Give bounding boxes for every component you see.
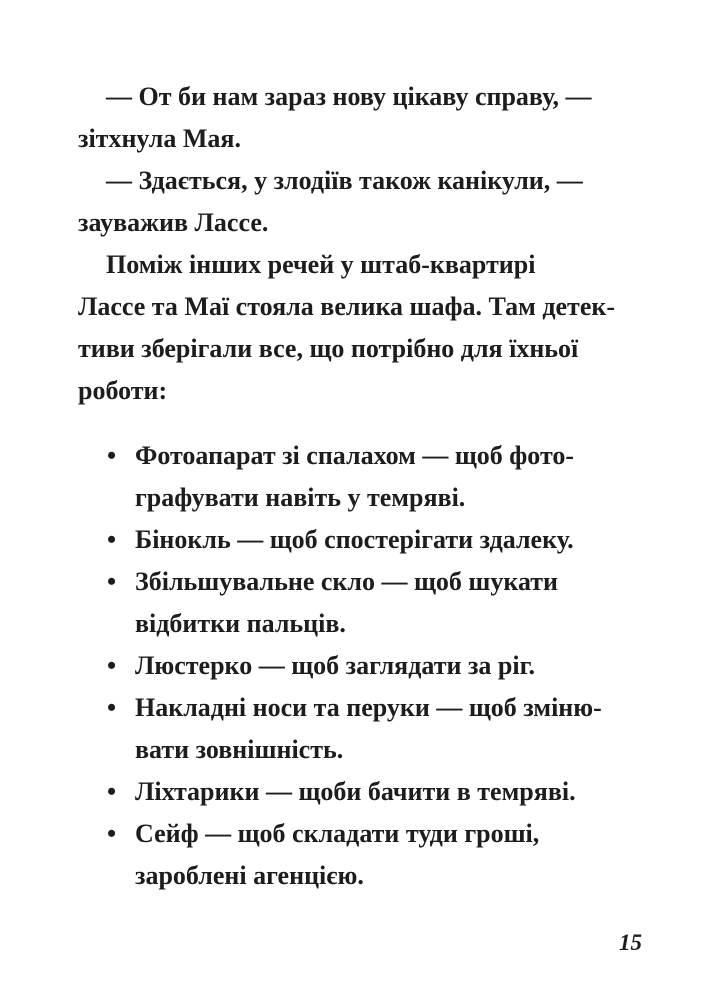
list-item-line: графувати навіть у темряві. bbox=[135, 483, 466, 512]
list-item-line: зароблені агенцією. bbox=[135, 861, 364, 890]
paragraph-line: зауважив Лассе. bbox=[78, 208, 269, 237]
bullet-icon: • bbox=[107, 693, 117, 722]
list-item-line: Накладні носи та перуки — щоб зміню- bbox=[135, 693, 602, 722]
paragraph-line: Поміж інших речей у штаб-квартирі bbox=[106, 250, 536, 279]
bullet-icon: • bbox=[107, 567, 117, 596]
paragraph-line: роботи: bbox=[78, 376, 168, 405]
list-item-line: Фотоапарат зі спалахом — щоб фото- bbox=[135, 441, 575, 470]
paragraph-line: Лассе та Маї стояла велика шафа. Там детек- bbox=[78, 292, 616, 321]
text-block bbox=[78, 76, 646, 897]
list-item bbox=[78, 771, 646, 813]
bullet-icon: • bbox=[107, 651, 117, 680]
bullet-icon: • bbox=[107, 777, 117, 806]
paragraphs bbox=[78, 76, 646, 412]
paragraph-line: зітхнула Мая. bbox=[78, 124, 241, 153]
list-item-text bbox=[135, 813, 646, 897]
list-item-text bbox=[135, 519, 646, 561]
paragraph-line: — Здається, у злодіїв також канікули, — bbox=[106, 166, 583, 195]
bullet-icon: • bbox=[107, 525, 117, 554]
list-item-line: Сейф — щоб складати туди гроші, bbox=[135, 819, 540, 848]
list-item-line: Збільшувальне скло — щоб шукати bbox=[135, 567, 559, 596]
list-item bbox=[78, 645, 646, 687]
list-item-line: вати зовнішність. bbox=[135, 735, 344, 764]
bullet-list bbox=[78, 435, 646, 897]
list-item-line: Ліхтарики — щоби бачити в темряві. bbox=[135, 777, 576, 806]
list-item bbox=[78, 435, 646, 519]
list-item bbox=[78, 519, 646, 561]
list-item-text bbox=[135, 687, 646, 771]
list-item-line: Люстерко — щоб заглядати за ріг. bbox=[135, 651, 535, 680]
page-number: 15 bbox=[619, 930, 642, 955]
list-item bbox=[78, 561, 646, 645]
list-item-line: відбитки пальців. bbox=[135, 609, 346, 638]
paragraph-line: тиви зберігали все, що потрібно для їхньої bbox=[78, 334, 579, 363]
list-item bbox=[78, 687, 646, 771]
bullet-icon: • bbox=[107, 819, 117, 848]
list-item bbox=[78, 813, 646, 897]
list-item-text bbox=[135, 435, 646, 519]
bullet-icon: • bbox=[107, 441, 117, 470]
paragraph-line: — От би нам зараз нову цікаву справу, — bbox=[106, 82, 592, 111]
list-item-text bbox=[135, 561, 646, 645]
list-item-text bbox=[135, 771, 646, 813]
list-item-text bbox=[135, 645, 646, 687]
list-item-line: Бінокль — щоб спостерігати здалеку. bbox=[135, 525, 574, 554]
